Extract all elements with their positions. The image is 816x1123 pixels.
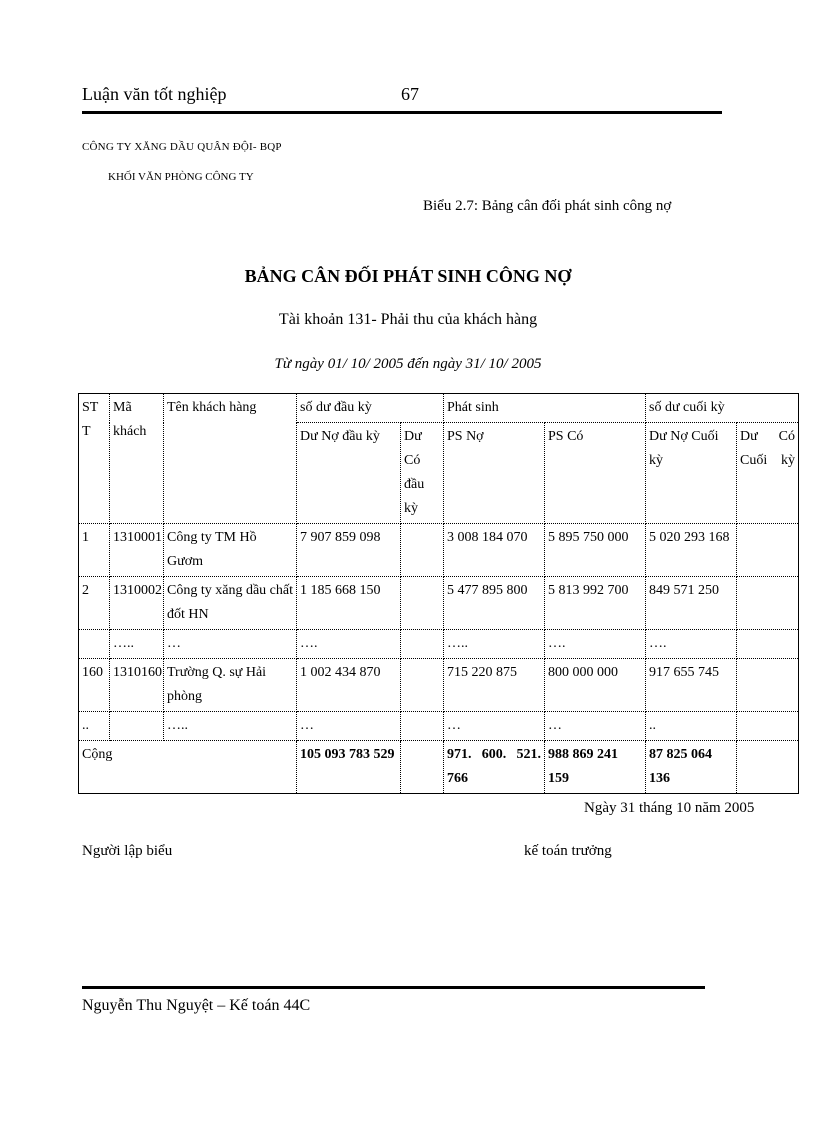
header-phat-sinh: Phát sinh [444, 394, 646, 423]
footer-rule [82, 986, 705, 989]
footer-author: Nguyễn Thu Nguyệt – Kế toán 44C [82, 997, 311, 1014]
exhibit-label: Biểu 2.7: Bảng cân đối phát sinh công nợ [423, 198, 672, 214]
page-number: 67 [401, 84, 419, 104]
account-subtitle: Tài khoản 131- Phải thu của khách hàng [278, 311, 538, 328]
cell-stt: 1 [79, 524, 110, 577]
cell-du-co-cuoi-ky [737, 712, 799, 741]
cell-du-co-cuoi-ky [737, 524, 799, 577]
total-ps-no: 971. 600. 521. 766 [444, 741, 545, 794]
total-label: Cộng [79, 741, 297, 794]
table-row [79, 630, 799, 659]
cell-ma-khach: 1310001 [110, 524, 164, 577]
header-du-no-dau-ky: Dư Nợ đầu kỳ [297, 423, 401, 524]
cell-du-co-cuoi-ky [737, 630, 799, 659]
chief-accountant-label: kế toán trưởng [524, 843, 612, 859]
cell-ps-no: 5 477 895 800 [444, 577, 545, 630]
cell-ten-khach: Công ty TM Hồ Gươm [164, 524, 297, 577]
header-ps-co: PS Có [545, 423, 646, 524]
total-du-no-dau-ky: 105 093 783 529 [297, 741, 401, 794]
cell-du-co-cuoi-ky [737, 577, 799, 630]
total-row [79, 741, 799, 794]
cell-du-no-cuoi-ky: 5 020 293 168 [646, 524, 737, 577]
total-ps-co: 988 869 241 159 [545, 741, 646, 794]
office-name: KHỐI VĂN PHÒNG CÔNG TY [108, 171, 254, 183]
cell-du-no-cuoi-ky: …. [646, 630, 737, 659]
cell-du-no-dau-ky: 1 002 434 870 [297, 659, 401, 712]
cell-du-co-dau-ky [401, 577, 444, 630]
cell-du-no-dau-ky: 1 185 668 150 [297, 577, 401, 630]
cell-du-no-cuoi-ky: 849 571 250 [646, 577, 737, 630]
header-row-1 [79, 394, 799, 423]
cell-ps-co: 800 000 000 [545, 659, 646, 712]
cell-du-co-cuoi-ky [737, 659, 799, 712]
cell-du-no-cuoi-ky: .. [646, 712, 737, 741]
cell-ps-no: … [444, 712, 545, 741]
cell-ten-khach: Trường Q. sự Hải phòng [164, 659, 297, 712]
cell-du-co-dau-ky [401, 659, 444, 712]
signature-date: Ngày 31 tháng 10 năm 2005 [584, 800, 755, 816]
header-so-du-cuoi-ky: số dư cuối kỳ [646, 394, 799, 423]
cell-ma-khach: 1310160 [110, 659, 164, 712]
table-row [79, 712, 799, 741]
company-name: CÔNG TY XĂNG DẦU QUÂN ĐỘI- BQP [82, 141, 282, 153]
ledger-table [78, 393, 799, 794]
cell-ten-khach: Công ty xăng dầu chất đốt HN [164, 577, 297, 630]
cell-ps-no: 3 008 184 070 [444, 524, 545, 577]
cell-stt: 2 [79, 577, 110, 630]
cell-ps-co: 5 895 750 000 [545, 524, 646, 577]
table-row [79, 524, 799, 577]
cell-du-no-dau-ky: … [297, 712, 401, 741]
period-line: Từ ngày 01/ 10/ 2005 đến ngày 31/ 10/ 2005 [274, 356, 542, 372]
header-ma-khach: Mã khách [110, 394, 164, 524]
header-du-co-cuoi-ky: Dư Có Cuối kỳ [737, 423, 799, 524]
preparer-label: Người lập biểu [82, 843, 173, 859]
header-stt: ST T [79, 394, 110, 524]
header-ps-no: PS Nợ [444, 423, 545, 524]
total-du-no-cuoi-ky: 87 825 064 136 [646, 741, 737, 794]
cell-du-no-dau-ky: …. [297, 630, 401, 659]
table-row [79, 577, 799, 630]
cell-ps-no: ….. [444, 630, 545, 659]
cell-ps-co: …. [545, 630, 646, 659]
cell-ten-khach: ….. [164, 712, 297, 741]
cell-du-co-dau-ky [401, 630, 444, 659]
cell-du-co-dau-ky [401, 524, 444, 577]
header-ten-khach: Tên khách hàng [164, 394, 297, 524]
header-rule [82, 111, 722, 114]
total-du-co-dau-ky [401, 741, 444, 794]
cell-du-co-dau-ky [401, 712, 444, 741]
cell-du-no-cuoi-ky: 917 655 745 [646, 659, 737, 712]
header-du-co-dau-ky: Dư Có đầu kỳ [401, 423, 444, 524]
cell-du-no-dau-ky: 7 907 859 098 [297, 524, 401, 577]
total-du-co-cuoi-ky [737, 741, 799, 794]
document-title: BẢNG CÂN ĐỐI PHÁT SINH CÔNG NỢ [244, 266, 572, 286]
header-du-no-cuoi-ky: Dư Nợ Cuối kỳ [646, 423, 737, 524]
cell-stt: 160 [79, 659, 110, 712]
cell-ten-khach: … [164, 630, 297, 659]
header-so-du-dau-ky: số dư đầu kỳ [297, 394, 444, 423]
cell-ma-khach: ….. [110, 630, 164, 659]
cell-stt: .. [79, 712, 110, 741]
cell-ps-no: 715 220 875 [444, 659, 545, 712]
table-row [79, 659, 799, 712]
cell-ps-co: … [545, 712, 646, 741]
thesis-title: Luận văn tốt nghiệp [82, 84, 227, 104]
cell-ps-co: 5 813 992 700 [545, 577, 646, 630]
cell-ma-khach [110, 712, 164, 741]
cell-ma-khach: 1310002 [110, 577, 164, 630]
cell-stt [79, 630, 110, 659]
